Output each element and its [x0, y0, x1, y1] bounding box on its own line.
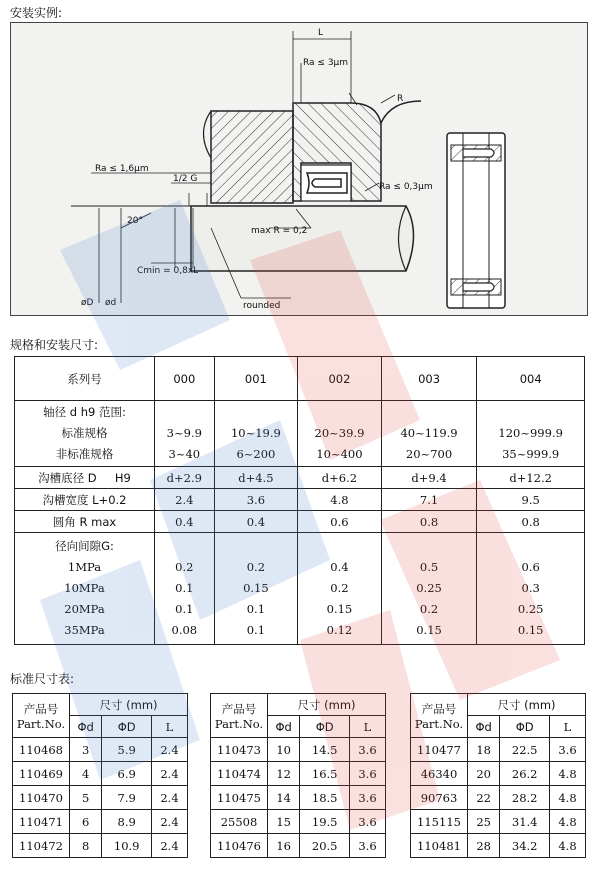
nonstandard-value: 3~40	[168, 447, 201, 461]
radius-value: 0.6	[298, 511, 382, 533]
d-cell: 18	[468, 738, 500, 762]
groove-width-value: 9.5	[477, 489, 585, 511]
table-row	[211, 762, 386, 786]
L-cell: 3.6	[350, 786, 386, 810]
label-phi-D: øD	[81, 298, 94, 308]
clearance-value: 0.2	[330, 581, 349, 595]
D-cell: 20.5	[300, 834, 350, 858]
table-row	[211, 834, 386, 858]
d-cell: 4	[70, 762, 102, 786]
part-no-cell: 46340	[411, 762, 468, 786]
d-cell: 20	[468, 762, 500, 786]
table-row	[13, 762, 188, 786]
clearance-value: 0.15	[517, 623, 544, 637]
L-cell: 4.8	[550, 786, 586, 810]
table-row	[411, 810, 586, 834]
product-header	[13, 694, 70, 738]
std-header-row	[411, 694, 586, 716]
groove-dia-row	[15, 467, 585, 489]
spec-table	[14, 356, 585, 645]
clearance-value: 0.08	[171, 623, 198, 637]
label-rounded: rounded	[243, 301, 281, 311]
pressure-label: 20MPa	[64, 602, 105, 616]
clearance-value: 0.2	[246, 560, 266, 574]
part-no-cell: 110468	[13, 738, 70, 762]
radius-label: 圆角 R max	[15, 511, 155, 533]
label-ra-left: Ra ≤ 1,6μm	[95, 164, 149, 174]
series-label: 系列号	[15, 357, 155, 401]
label-ra-top: Ra ≤ 3μm	[303, 58, 349, 68]
L-cell: 2.4	[152, 762, 188, 786]
D-cell: 7.9	[102, 786, 152, 810]
pressure-label: 35MPa	[64, 623, 105, 637]
groove-dia-value: d+2.9	[155, 467, 215, 489]
label-l: L	[318, 28, 324, 38]
groove-width-row	[15, 489, 585, 511]
clearance-value: 0.1	[246, 623, 266, 637]
product-label: 产品号	[421, 701, 457, 716]
radius-value: 0.8	[477, 511, 585, 533]
d-cell: 3	[70, 738, 102, 762]
clearance-value: 0.5	[419, 560, 439, 574]
d-cell: 12	[268, 762, 300, 786]
label-ra-right: Ra ≤ 0,3μm	[379, 182, 433, 192]
part-no-cell: 90763	[411, 786, 468, 810]
table-row	[411, 738, 586, 762]
standard-label: 标准规格	[61, 426, 108, 440]
clearance-value: 0.3	[521, 581, 540, 595]
D-cell: 8.9	[102, 810, 152, 834]
nonstandard-value: 10~400	[316, 447, 363, 461]
clearance-value: 0.15	[416, 623, 442, 637]
col-D-header: ΦD	[500, 716, 550, 738]
col-d-header: Φd	[70, 716, 102, 738]
d-cell: 10	[268, 738, 300, 762]
label-angle: 20°	[127, 216, 143, 226]
L-cell: 3.6	[350, 762, 386, 786]
product-header	[211, 694, 268, 738]
D-cell: 19.5	[300, 810, 350, 834]
part-no-cell: 110475	[211, 786, 268, 810]
d-cell: 25	[468, 810, 500, 834]
std-header-row	[211, 694, 386, 716]
D-cell: 14.5	[300, 738, 350, 762]
radius-value: 0.4	[155, 511, 215, 533]
section-title-standard-sizes: 标准尺寸表:	[10, 672, 75, 686]
nonstandard-value: 20~700	[405, 447, 453, 461]
size-header: 尺寸 (mm)	[268, 694, 386, 716]
table-row	[411, 762, 586, 786]
clearance-value: 0.2	[419, 602, 439, 616]
L-cell: 2.4	[152, 810, 188, 834]
L-cell: 3.6	[350, 834, 386, 858]
part-no-cell: 110481	[411, 834, 468, 858]
D-cell: 31.4	[500, 810, 550, 834]
col-L-header: L	[350, 716, 386, 738]
groove-dia-value: d+4.5	[214, 467, 298, 489]
standard-value: 20~39.9	[314, 426, 365, 440]
section-title-specs: 规格和安装尺寸:	[10, 338, 99, 352]
spec-header-row	[15, 357, 585, 401]
groove-dia-value: d+6.2	[298, 467, 382, 489]
nonstandard-label: 非标准规格	[55, 447, 114, 461]
series-000: 000	[155, 357, 215, 401]
L-cell: 3.6	[550, 738, 586, 762]
clearance-value: 0.15	[243, 581, 269, 595]
groove-dia-value: d+12.2	[477, 467, 585, 489]
shaft-range-label	[15, 401, 155, 467]
clearance-value: 0.15	[326, 602, 353, 616]
product-label: 产品号	[23, 701, 59, 716]
label-max-r: max R = 0,2	[251, 226, 308, 236]
L-cell: 2.4	[152, 834, 188, 858]
D-cell: 22.5	[500, 738, 550, 762]
clearance-title: 径向间隙G:	[55, 539, 114, 553]
nonstandard-value: 35~999.9	[502, 447, 560, 461]
pressure-label: 1MPa	[67, 560, 102, 574]
table-row	[211, 786, 386, 810]
seal-profile	[301, 165, 351, 201]
drawing-svg	[11, 23, 589, 317]
groove-dia-text: 沟槽底径 D	[38, 470, 97, 485]
D-cell: 28.2	[500, 786, 550, 810]
clearance-value: 0.1	[246, 602, 266, 616]
radius-row	[15, 511, 585, 533]
standard-value: 10~19.9	[230, 426, 281, 440]
part-no-cell: 115115	[411, 810, 468, 834]
table-row	[411, 834, 586, 858]
L-cell: 4.8	[550, 810, 586, 834]
d-cell: 16	[268, 834, 300, 858]
groove-width-value: 4.8	[298, 489, 382, 511]
groove-dia-suffix: H9	[114, 470, 131, 485]
series-003: 003	[381, 357, 477, 401]
table-row	[13, 810, 188, 834]
groove-width-value: 3.6	[214, 489, 298, 511]
product-header	[411, 694, 468, 738]
part-no-cell: 110476	[211, 834, 268, 858]
clearance-value: 0.25	[416, 581, 442, 595]
col-L-header: L	[152, 716, 188, 738]
installation-drawing	[10, 22, 588, 316]
part-no-cell: 110477	[411, 738, 468, 762]
part-no-cell: 110471	[13, 810, 70, 834]
std-header-row	[13, 694, 188, 716]
L-cell: 4.8	[550, 762, 586, 786]
clearance-label	[15, 533, 155, 645]
d-cell: 28	[468, 834, 500, 858]
label-r: R	[397, 94, 404, 104]
standard-value: 3~9.9	[166, 426, 202, 440]
shaft-range-title: 轴径 d h9 范围:	[43, 405, 126, 419]
pressure-label: 10MPa	[64, 581, 105, 595]
groove-width-value: 7.1	[381, 489, 477, 511]
col-d-header: Φd	[468, 716, 500, 738]
part-no-cell: 110472	[13, 834, 70, 858]
table-row	[13, 786, 188, 810]
shaft-range-row	[15, 401, 585, 467]
part-label: Part.No.	[16, 716, 66, 731]
series-001: 001	[214, 357, 298, 401]
part-label: Part.No.	[414, 716, 464, 731]
seal-ring-section	[447, 133, 505, 308]
product-label: 产品号	[221, 701, 257, 716]
table-row	[13, 834, 188, 858]
standard-value: 120~999.9	[498, 426, 563, 440]
table-row	[211, 810, 386, 834]
d-cell: 22	[468, 786, 500, 810]
col-d-header: Φd	[268, 716, 300, 738]
groove-dia-value: d+9.4	[381, 467, 477, 489]
part-no-cell: 110474	[211, 762, 268, 786]
D-cell: 18.5	[300, 786, 350, 810]
size-header: 尺寸 (mm)	[468, 694, 586, 716]
std-table-1	[12, 693, 188, 858]
clearance-value: 0.1	[175, 581, 194, 595]
clearance-value: 0.4	[330, 560, 349, 574]
shaft	[71, 206, 414, 271]
L-cell: 4.8	[550, 834, 586, 858]
std-table-2	[210, 693, 386, 858]
d-cell: 8	[70, 834, 102, 858]
radius-value: 0.8	[381, 511, 477, 533]
table-row	[211, 738, 386, 762]
groove-width-label: 沟槽宽度 L+0.2	[15, 489, 155, 511]
clearance-value: 0.1	[175, 602, 194, 616]
L-cell: 3.6	[350, 738, 386, 762]
d-cell: 5	[70, 786, 102, 810]
D-cell: 34.2	[500, 834, 550, 858]
section-title-installation: 安装实例:	[10, 6, 63, 20]
D-cell: 16.5	[300, 762, 350, 786]
table-row	[411, 786, 586, 810]
label-cmin: Cmin = 0,8xL	[137, 266, 199, 276]
D-cell: 6.9	[102, 762, 152, 786]
clearance-value: 0.6	[521, 560, 540, 574]
groove-width-value: 2.4	[155, 489, 215, 511]
d-cell: 14	[268, 786, 300, 810]
clearance-value: 0.2	[175, 560, 194, 574]
size-header: 尺寸 (mm)	[70, 694, 188, 716]
col-D-header: ΦD	[300, 716, 350, 738]
std-table-3	[410, 693, 586, 858]
clearance-row	[15, 533, 585, 645]
part-no-cell: 110470	[13, 786, 70, 810]
standard-value: 40~119.9	[400, 426, 458, 440]
d-cell: 6	[70, 810, 102, 834]
label-phi-d: ød	[105, 298, 117, 308]
D-cell: 26.2	[500, 762, 550, 786]
part-no-cell: 110473	[211, 738, 268, 762]
part-label: Part.No.	[214, 716, 264, 731]
L-cell: 2.4	[152, 786, 188, 810]
col-D-header: ΦD	[102, 716, 152, 738]
d-cell: 15	[268, 810, 300, 834]
clearance-value: 0.25	[517, 602, 544, 616]
D-cell: 10.9	[102, 834, 152, 858]
series-004: 004	[477, 357, 585, 401]
table-row	[13, 738, 188, 762]
L-cell: 3.6	[350, 810, 386, 834]
radius-value: 0.4	[214, 511, 298, 533]
part-no-cell: 25508	[211, 810, 268, 834]
part-no-cell: 110469	[13, 762, 70, 786]
L-cell: 2.4	[152, 738, 188, 762]
series-002: 002	[298, 357, 382, 401]
col-L-header: L	[550, 716, 586, 738]
nonstandard-value: 6~200	[236, 447, 276, 461]
label-half-g: 1/2 G	[173, 174, 198, 184]
groove-dia-label	[15, 467, 155, 489]
D-cell: 5.9	[102, 738, 152, 762]
clearance-value: 0.12	[326, 623, 353, 637]
